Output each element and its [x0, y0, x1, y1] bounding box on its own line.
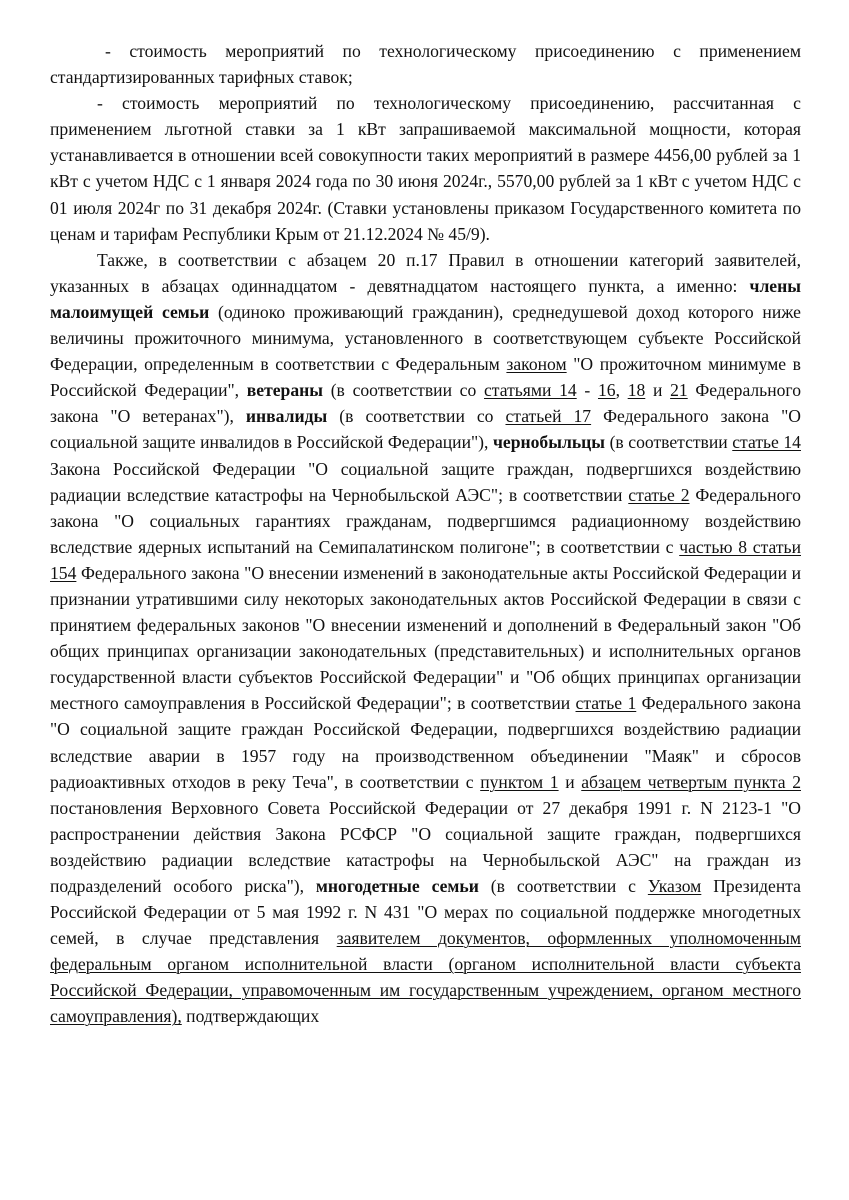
text-segment: и [645, 380, 671, 401]
legal-reference-link[interactable]: 21 [670, 380, 688, 401]
bold-term: члены малоимущей семьи [50, 275, 801, 322]
text-segment: (в соответствии со [327, 406, 506, 427]
text-segment: "О прожиточном минимуме в Российской Федерации", [50, 354, 801, 401]
legal-reference-link[interactable]: статье 1 [575, 693, 637, 714]
text-segment: - стоимость мероприятий по технологическому присоединению, рассчитанная с применением льготной ставки за 1 кВт запрашиваемой максимальной мощности, которая устанавливается в отношении всей совокупности таких мероприятий в размере 4456,00 рублей за 1 кВт с учетом НДС с 1 января 2024 года по 30 июня 2024г., 5570,00 рублей за 1 кВт с учетом НДС с 01 июля 2024г по 31 декабря 2024г. (Ставки установлены приказом Государственного комитета по ценам и тарифам Республики Крым от 21.12.2024 № 45/9). [50, 93, 801, 244]
text-segment: - стоимость мероприятий по технологическому присоединению с применением стандартизированных тарифных ставок; [50, 41, 801, 88]
legal-reference-link[interactable]: пунктом 1 [480, 771, 559, 792]
bold-term: многодетные семьи [315, 876, 479, 896]
text-segment: Также, в соответствии с абзацем 20 п.17 Правил в отношении категорий заявителей, указанных в абзацах одиннадцатом - девятнадцатом настоящего пункта, а именно: [50, 249, 801, 296]
text-segment: (в соответствии с [478, 876, 648, 896]
legal-reference-link[interactable]: заявителем документов, оформленных уполномоченным федеральным органом исполнительной власти (органом исполнительной власти субъекта Российской Федерации, управомоченным им государственным учреждением, органом местного самоуправления), [50, 928, 801, 1027]
legal-reference-link[interactable]: статьями 14 [484, 380, 577, 401]
text-segment: (в соответствии [605, 432, 733, 453]
legal-reference-link[interactable]: частью 8 статьи 154 [50, 536, 801, 583]
legal-reference-link[interactable]: 16 [597, 380, 616, 401]
bold-term: ветераны [246, 380, 323, 401]
text-segment: Федерального закона "О социальной защите граждан Российской Федерации, подвергшихся воздействию радиации вследствие аварии в 1957 году на производственном объединении "Маяк" и сбросов радиоактивных отходов в реку Теча", в соответствии с [50, 693, 801, 792]
text-segment: (в соответствии со [323, 380, 484, 401]
paragraph [50, 38, 801, 90]
text-segment: Закона Российской Федерации "О социальной защите граждан, подвергшихся воздействию радиации вследствие катастрофы на Чернобыльской АЭС"; в соответствии [50, 458, 801, 505]
text-segment: - [576, 380, 598, 401]
text-segment: постановления Верховного Совета Российской Федерации от 27 декабря 1991 г. N 2123-1 "О распространении действия Закона РСФСР "О социальной защите граждан, подвергшихся воздействию радиации вследствие катастрофы на Чернобыльской АЭС" на граждан из подразделений особого риска"), [50, 797, 801, 896]
text-segment: Федерального закона "О внесении изменений в законодательные акты Российской Федерации и признании утратившими силу некоторых законодательных актов Российской Федерации в связи с принятием федеральных законов "О внесении изменений и дополнений в Федеральный закон "Об общих принципах организации законодательных (представительных) и исполнительных органов государственной власти субъектов Российской Федерации" и "Об общих принципах организации местного самоуправления в Российской Федерации"; в соответствии [50, 562, 801, 714]
paragraph [50, 247, 801, 1030]
legal-reference-link[interactable]: статье 14 [732, 432, 801, 453]
bold-term: инвалиды [245, 406, 328, 427]
document-page [50, 38, 801, 1030]
text-segment: , [615, 380, 628, 401]
legal-reference-link[interactable]: статьей 17 [505, 406, 592, 427]
text-segment: Федерального закона "О ветеранах"), [50, 380, 801, 427]
text-segment: Президента Российской Федерации от 5 мая 1992 г. N 431 "О мерах по социальной поддержке многодетных семей, в случае представления [50, 876, 801, 949]
legal-reference-link[interactable]: статье 2 [628, 484, 690, 505]
legal-reference-link[interactable]: законом [506, 354, 567, 375]
paragraph [50, 90, 801, 247]
legal-reference-link[interactable]: 18 [627, 380, 646, 401]
legal-reference-link[interactable]: Указом [647, 876, 702, 896]
text-segment: Федерального закона "О социальной защите инвалидов в Российской Федерации"), [50, 406, 802, 453]
bold-term: чернобыльцы [492, 432, 606, 453]
text-segment: и [558, 771, 582, 792]
legal-reference-link[interactable]: абзацем четвертым пункта 2 [581, 771, 801, 792]
text-segment: подтверждающих [181, 1006, 320, 1027]
text-segment: (одиноко проживающий гражданин), среднедушевой доход которого ниже величины прожиточного минимума, установленного в соответствующем субъекте Российской Федерации, определенным в соответствии с Федеральным [50, 301, 801, 375]
text-segment: Федерального закона "О социальных гарантиях гражданам, подвергшимся радиационному воздействию вследствие ядерных испытаний на Семипалатинском полигоне"; в соответствии с [50, 484, 801, 557]
